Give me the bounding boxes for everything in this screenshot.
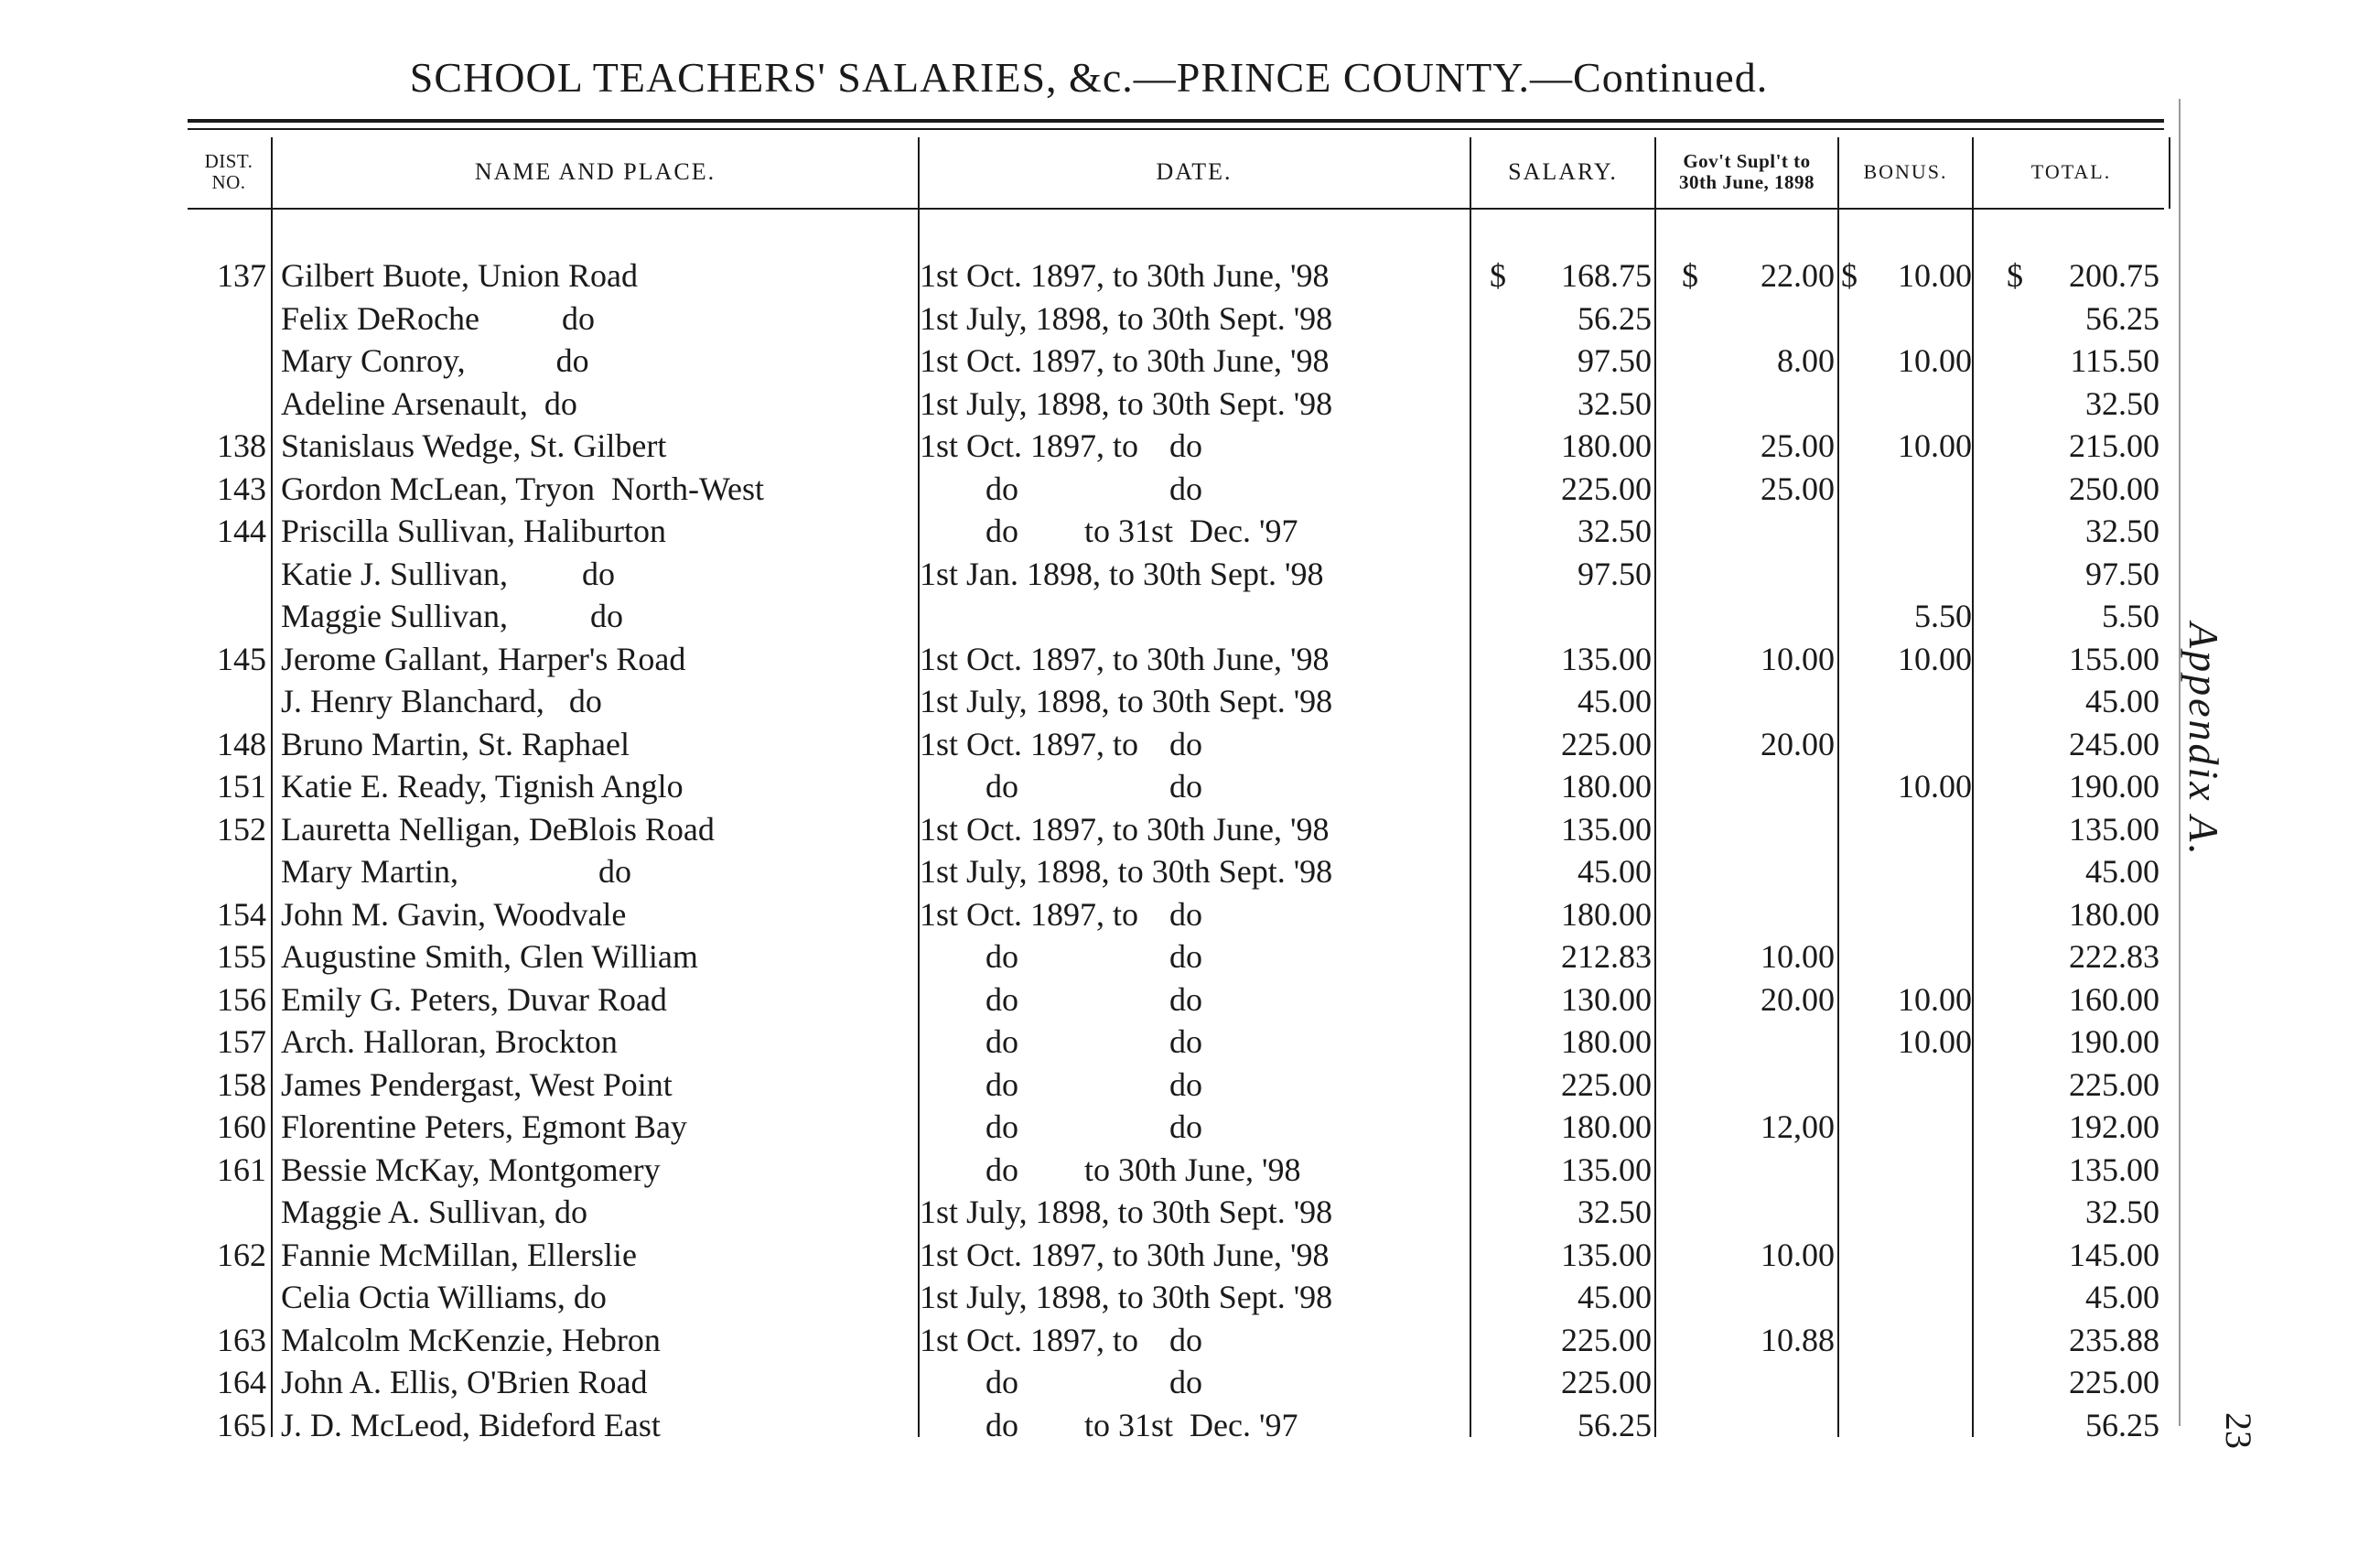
- gov-supplement-cell: [1661, 1064, 1835, 1107]
- table-row: [0, 1064, 2196, 1107]
- bonus-cell: [1841, 553, 1972, 596]
- bonus-cell: [1841, 935, 1972, 978]
- header-rule-thick: [188, 119, 2164, 123]
- name-place-cell: Katie E. Ready, Tignish Anglo: [281, 768, 684, 805]
- dist-no-cell: 145: [217, 640, 266, 677]
- dist-no-cell: 143: [217, 470, 266, 507]
- salary-cell: 135.00: [1561, 810, 1652, 848]
- dist-no-cell: [179, 595, 266, 638]
- bonus-cell: [1841, 850, 1972, 893]
- date-cell: do to 31st Dec. '97: [920, 513, 1298, 549]
- gov-supplement-cell: [1661, 850, 1835, 893]
- gov-supplement-cell: [1661, 297, 1835, 340]
- dist-no-cell: [179, 553, 266, 596]
- gov-supplement-cell: [1661, 1276, 1835, 1319]
- salary-cell: 225.00: [1561, 1321, 1652, 1358]
- gov-supplement-cell: 20.00: [1761, 980, 1835, 1018]
- dist-no-cell: 156: [217, 980, 266, 1018]
- bonus-cell: 10.00: [1898, 768, 1972, 805]
- dist-no-cell: [179, 680, 266, 723]
- date-cell: 1st Jan. 1898, to 30th Sept. '98: [920, 555, 1324, 592]
- name-place-cell: Gilbert Buote, Union Road: [281, 257, 638, 294]
- date-cell: 1st Oct. 1897, to: [920, 1321, 1138, 1358]
- table-row: [0, 510, 2196, 553]
- gov-supplement-cell: [1661, 1361, 1835, 1404]
- name-place-cell: Lauretta Nelligan, DeBlois Road: [281, 810, 715, 848]
- dist-no-cell: 157: [217, 1023, 266, 1060]
- name-place-cell: Maggie A. Sullivan, do: [281, 1194, 587, 1230]
- bonus-cell: [1841, 893, 1972, 936]
- table-row: [0, 1021, 2196, 1064]
- salary-cell: 225.00: [1561, 1065, 1652, 1103]
- bonus-cell: [1841, 1064, 1972, 1107]
- date-cell: do: [920, 980, 1018, 1018]
- table-row: [0, 893, 2196, 936]
- header-date: DATE.: [1156, 157, 1233, 185]
- bonus-cell: [1841, 468, 1972, 511]
- total-cell: 235.88: [2069, 1321, 2159, 1358]
- total-cell: 190.00: [2069, 768, 2159, 805]
- date-ditto-cell: do: [1169, 725, 1202, 762]
- name-place-cell: Katie J. Sullivan, do: [281, 555, 615, 592]
- gov-supplement-cell: [1661, 680, 1835, 723]
- bonus-dollar-sign: $: [1841, 257, 1858, 294]
- salary-cell: 225.00: [1561, 1364, 1652, 1400]
- date-cell: 1st Oct. 1897, to 30th June, '98: [920, 342, 1330, 379]
- name-place-cell: Felix DeRoche do: [281, 299, 595, 337]
- bonus-cell: 10.00: [1898, 640, 1972, 677]
- salary-cell: 180.00: [1561, 768, 1652, 805]
- header-dist-no-line2: NO.: [211, 170, 246, 193]
- gov-supplement-cell: [1661, 553, 1835, 596]
- total-cell: 190.00: [2069, 1023, 2159, 1060]
- bonus-cell: [1841, 808, 1972, 851]
- total-cell: 32.50: [2085, 384, 2159, 422]
- total-cell: 32.50: [2085, 1194, 2159, 1230]
- date-ditto-cell: do: [1169, 895, 1202, 933]
- name-place-cell: Bruno Martin, St. Raphael: [281, 725, 630, 762]
- dist-no-cell: 148: [217, 725, 266, 762]
- bonus-cell: 5.50: [1914, 598, 1972, 634]
- total-cell: 56.25: [2085, 1406, 2159, 1443]
- name-place-cell: Augustine Smith, Glen William: [281, 938, 698, 975]
- total-cell: 225.00: [2069, 1065, 2159, 1103]
- date-cell: 1st Oct. 1897, to: [920, 427, 1138, 464]
- name-place-cell: Mary Martin, do: [281, 853, 631, 890]
- bonus-cell: [1841, 383, 1972, 426]
- bonus-cell: [1841, 1149, 1972, 1192]
- date-cell: 1st Oct. 1897, to: [920, 895, 1138, 933]
- total-cell: 245.00: [2069, 725, 2159, 762]
- dist-no-cell: [179, 340, 266, 383]
- salary-cell: 225.00: [1561, 725, 1652, 762]
- name-place-cell: John M. Gavin, Woodvale: [281, 895, 627, 933]
- date-cell: do: [920, 1023, 1018, 1060]
- date-ditto-cell: do: [1169, 1023, 1202, 1060]
- table-row: [0, 808, 2196, 851]
- bonus-cell: [1841, 1361, 1972, 1404]
- header-salary: SALARY.: [1508, 157, 1618, 185]
- gov-supplement-cell: [1661, 1191, 1835, 1234]
- dist-no-cell: 138: [217, 427, 266, 464]
- name-place-cell: Celia Octia Williams, do: [281, 1279, 607, 1315]
- name-place-cell: Maggie Sullivan, do: [281, 598, 623, 634]
- gov-supplement-cell: [1661, 1149, 1835, 1192]
- salary-cell: 180.00: [1561, 1023, 1652, 1060]
- date-cell: do: [920, 470, 1018, 507]
- gov-supplement-cell: 25.00: [1761, 470, 1835, 507]
- dist-no-cell: [179, 1191, 266, 1234]
- salary-cell: 45.00: [1578, 683, 1652, 719]
- total-cell: 97.50: [2085, 555, 2159, 592]
- name-place-cell: Emily G. Peters, Duvar Road: [281, 980, 667, 1018]
- salary-cell: 135.00: [1561, 640, 1652, 677]
- bonus-cell: [1841, 1404, 1972, 1447]
- name-place-cell: Arch. Halloran, Brockton: [281, 1023, 618, 1060]
- gov-supplement-cell: [1661, 510, 1835, 553]
- salary-cell: 180.00: [1561, 1108, 1652, 1145]
- table-row: [0, 1106, 2196, 1149]
- table-row: [0, 1361, 2196, 1404]
- total-cell: 5.50: [2102, 598, 2159, 634]
- bonus-cell: [1841, 297, 1972, 340]
- table-row: [0, 340, 2196, 383]
- salary-cell: 97.50: [1578, 342, 1652, 379]
- gov-supplement-cell: [1661, 1021, 1835, 1064]
- bonus-cell: [1841, 1319, 1972, 1362]
- date-cell: do: [920, 768, 1018, 805]
- bonus-cell: [1841, 680, 1972, 723]
- table-row: [0, 978, 2196, 1021]
- gov-supplement-cell: [1661, 383, 1835, 426]
- table-row: [0, 1319, 2196, 1362]
- gov-supplement-cell: 8.00: [1777, 342, 1835, 379]
- table-row: [0, 1276, 2196, 1319]
- gov-supplement-cell: 12,00: [1761, 1108, 1835, 1145]
- date-cell: do to 30th June, '98: [920, 1151, 1301, 1188]
- gov-supplement-cell: [1661, 595, 1835, 638]
- date-cell: 1st July, 1898, to 30th Sept. '98: [920, 683, 1333, 719]
- date-cell: do: [920, 1065, 1018, 1103]
- gov-supplement-cell: 10.00: [1761, 938, 1835, 975]
- salary-table-body: [0, 254, 2196, 1446]
- total-cell: 155.00: [2069, 640, 2159, 677]
- dist-no-cell: 154: [217, 895, 266, 933]
- total-cell: 45.00: [2085, 683, 2159, 719]
- gov-supplement-cell: 10.00: [1761, 640, 1835, 677]
- date-cell: 1st Oct. 1897, to 30th June, '98: [920, 640, 1330, 677]
- table-row: [0, 850, 2196, 893]
- date-ditto-cell: do: [1169, 427, 1202, 464]
- salary-cell: 45.00: [1578, 853, 1652, 890]
- table-row: [0, 1191, 2196, 1234]
- table-row: [0, 425, 2196, 468]
- name-place-cell: Gordon McLean, Tryon North-West: [281, 470, 765, 507]
- name-place-cell: Fannie McMillan, Ellerslie: [281, 1236, 637, 1273]
- salary-cell: 180.00: [1561, 895, 1652, 933]
- dist-no-cell: 165: [217, 1406, 266, 1443]
- table-row: [0, 1234, 2196, 1277]
- name-place-cell: Bessie McKay, Montgomery: [281, 1151, 661, 1188]
- total-cell: 135.00: [2069, 1151, 2159, 1188]
- date-ditto-cell: do: [1169, 938, 1202, 975]
- dist-no-cell: 155: [217, 938, 266, 975]
- name-place-cell: Malcolm McKenzie, Hebron: [281, 1321, 661, 1358]
- dist-no-cell: [179, 1276, 266, 1319]
- total-cell: 225.00: [2069, 1364, 2159, 1400]
- date-cell: 1st July, 1898, to 30th Sept. '98: [920, 299, 1333, 337]
- salary-cell: 180.00: [1561, 427, 1652, 464]
- bonus-cell: [1841, 1276, 1972, 1319]
- table-row: [0, 1149, 2196, 1192]
- total-cell: 115.50: [2070, 342, 2159, 379]
- name-place-cell: J. D. McLeod, Bideford East: [281, 1406, 661, 1443]
- date-ditto-cell: do: [1169, 1321, 1202, 1358]
- dist-no-cell: 158: [217, 1065, 266, 1103]
- salary-cell: 130.00: [1561, 980, 1652, 1018]
- date-ditto-cell: do: [1169, 980, 1202, 1018]
- date-ditto-cell: do: [1169, 470, 1202, 507]
- table-row: [0, 680, 2196, 723]
- salary-cell: 32.50: [1578, 1194, 1652, 1230]
- table-row: [0, 297, 2196, 340]
- header-total: TOTAL.: [2030, 159, 2112, 183]
- table-row: [0, 935, 2196, 978]
- total-cell: 45.00: [2085, 1279, 2159, 1315]
- column-header-rule: [188, 208, 2164, 210]
- salary-cell: [1478, 595, 1652, 638]
- total-cell: 56.25: [2085, 299, 2159, 337]
- header-name-place: NAME AND PLACE.: [474, 157, 716, 185]
- header-bonus: BONUS.: [1863, 159, 1948, 183]
- gov-supplement-cell: 10.88: [1761, 1321, 1835, 1358]
- date-cell: do: [920, 938, 1018, 975]
- dist-no-cell: 152: [217, 810, 266, 848]
- header-gov-supplement: [1656, 137, 1837, 206]
- table-row: [0, 468, 2196, 511]
- total-cell: 192.00: [2069, 1108, 2159, 1145]
- total-cell: 222.83: [2069, 938, 2159, 975]
- bonus-cell: 10.00: [1898, 342, 1972, 379]
- name-place-cell: Priscilla Sullivan, Haliburton: [281, 513, 666, 549]
- dist-no-cell: 144: [217, 513, 266, 549]
- dist-no-cell: 151: [217, 768, 266, 805]
- date-ditto-cell: do: [1169, 1108, 1202, 1145]
- header-dist-no: [188, 137, 270, 206]
- name-place-cell: Jerome Gallant, Harper's Road: [281, 640, 686, 677]
- dist-no-cell: 162: [217, 1236, 266, 1273]
- bonus-cell: [1841, 1106, 1972, 1149]
- date-cell: 1st Oct. 1897, to 30th June, '98: [920, 810, 1330, 848]
- date-ditto-cell: do: [1169, 768, 1202, 805]
- dist-no-cell: [179, 850, 266, 893]
- dist-no-cell: [179, 383, 266, 426]
- date-cell: 1st Oct. 1897, to: [920, 725, 1138, 762]
- gov-supplement-cell: 10.00: [1761, 1236, 1835, 1273]
- table-row: [0, 638, 2196, 681]
- gov-dollar-sign: $: [1682, 257, 1698, 294]
- table-row: [0, 254, 2196, 297]
- salary-cell: 168.75: [1561, 257, 1652, 294]
- name-place-cell: James Pendergast, West Point: [281, 1065, 673, 1103]
- salary-cell: 135.00: [1561, 1151, 1652, 1188]
- gov-supplement-cell: 22.00: [1761, 257, 1835, 294]
- salary-cell: 97.50: [1578, 555, 1652, 592]
- column-divider-total: [2169, 137, 2170, 209]
- bonus-cell: 10.00: [1898, 427, 1972, 464]
- name-place-cell: Mary Conroy, do: [281, 342, 589, 379]
- total-cell: 160.00: [2069, 980, 2159, 1018]
- page-title: SCHOOL TEACHERS' SALARIES, &c.—PRINCE COUNTY.—Continued.: [409, 54, 1769, 101]
- table-row: [0, 765, 2196, 808]
- gov-supplement-cell: [1661, 893, 1835, 936]
- bonus-cell: [1841, 1191, 1972, 1234]
- salary-cell: 56.25: [1578, 1406, 1652, 1443]
- gov-supplement-cell: 20.00: [1761, 725, 1835, 762]
- table-row: [0, 1404, 2196, 1447]
- date-cell: 1st Oct. 1897, to 30th June, '98: [920, 1236, 1330, 1273]
- dist-no-cell: 137: [217, 257, 266, 294]
- header-gov-line2: 30th June, 1898: [1678, 170, 1815, 193]
- date-cell: do: [920, 1108, 1018, 1145]
- bonus-cell: [1841, 1234, 1972, 1277]
- salary-dollar-sign: $: [1490, 257, 1506, 294]
- salary-cell: 32.50: [1578, 513, 1652, 549]
- dist-no-cell: 161: [217, 1151, 266, 1188]
- gov-supplement-cell: [1661, 765, 1835, 808]
- table-row: [0, 723, 2196, 766]
- date-cell: do to 31st Dec. '97: [920, 1406, 1298, 1443]
- gov-supplement-cell: 25.00: [1761, 427, 1835, 464]
- header-gov-line1: Gov't Supl't to: [1683, 150, 1811, 173]
- date-cell: 1st July, 1898, to 30th Sept. '98: [920, 384, 1333, 422]
- name-place-cell: Adeline Arsenault, do: [281, 384, 577, 422]
- header-dist-no-line1: DIST.: [204, 150, 253, 173]
- date-cell: do: [920, 1364, 1018, 1400]
- dist-no-cell: 163: [217, 1321, 266, 1358]
- appendix-label: Appendix A.: [2181, 622, 2227, 858]
- total-cell: 250.00: [2069, 470, 2159, 507]
- total-cell: 145.00: [2069, 1236, 2159, 1273]
- salary-cell: 135.00: [1561, 1236, 1652, 1273]
- date-ditto-cell: do: [1169, 1065, 1202, 1103]
- total-cell: 32.50: [2085, 513, 2159, 549]
- date-cell: 1st July, 1898, to 30th Sept. '98: [920, 1194, 1333, 1230]
- salary-cell: 225.00: [1561, 470, 1652, 507]
- name-place-cell: J. Henry Blanchard, do: [281, 683, 602, 719]
- bonus-cell: [1841, 723, 1972, 766]
- bonus-cell: 10.00: [1898, 1023, 1972, 1060]
- gov-supplement-cell: [1661, 1404, 1835, 1447]
- name-place-cell: Florentine Peters, Egmont Bay: [281, 1108, 687, 1145]
- salary-cell: 212.83: [1561, 938, 1652, 975]
- date-cell: 1st Oct. 1897, to 30th June, '98: [920, 257, 1330, 294]
- salary-cell: 56.25: [1578, 299, 1652, 337]
- dist-no-cell: [179, 297, 266, 340]
- total-cell: 215.00: [2069, 427, 2159, 464]
- bonus-cell: 10.00: [1898, 257, 1972, 294]
- date-cell: 1st July, 1898, to 30th Sept. '98: [920, 1279, 1333, 1315]
- total-dollar-sign: $: [2007, 257, 2023, 294]
- total-cell: 180.00: [2069, 895, 2159, 933]
- name-place-cell: John A. Ellis, O'Brien Road: [281, 1364, 648, 1400]
- name-place-cell: Stanislaus Wedge, St. Gilbert: [281, 427, 667, 464]
- total-cell: 200.75: [2069, 257, 2159, 294]
- total-cell: 45.00: [2085, 853, 2159, 890]
- total-cell: 135.00: [2069, 810, 2159, 848]
- date-ditto-cell: do: [1169, 1364, 1202, 1400]
- table-row: [0, 595, 2196, 638]
- table-row: [0, 383, 2196, 426]
- bonus-cell: [1841, 510, 1972, 553]
- salary-cell: 32.50: [1578, 384, 1652, 422]
- dist-no-cell: 160: [217, 1108, 266, 1145]
- dist-no-cell: 164: [217, 1364, 266, 1400]
- salary-cell: 45.00: [1578, 1279, 1652, 1315]
- bonus-cell: 10.00: [1898, 980, 1972, 1018]
- page-number: 23: [2218, 1412, 2259, 1449]
- date-cell: 1st July, 1898, to 30th Sept. '98: [920, 853, 1333, 890]
- gov-supplement-cell: [1661, 808, 1835, 851]
- table-row: [0, 553, 2196, 596]
- header-rule-thin: [188, 128, 2164, 130]
